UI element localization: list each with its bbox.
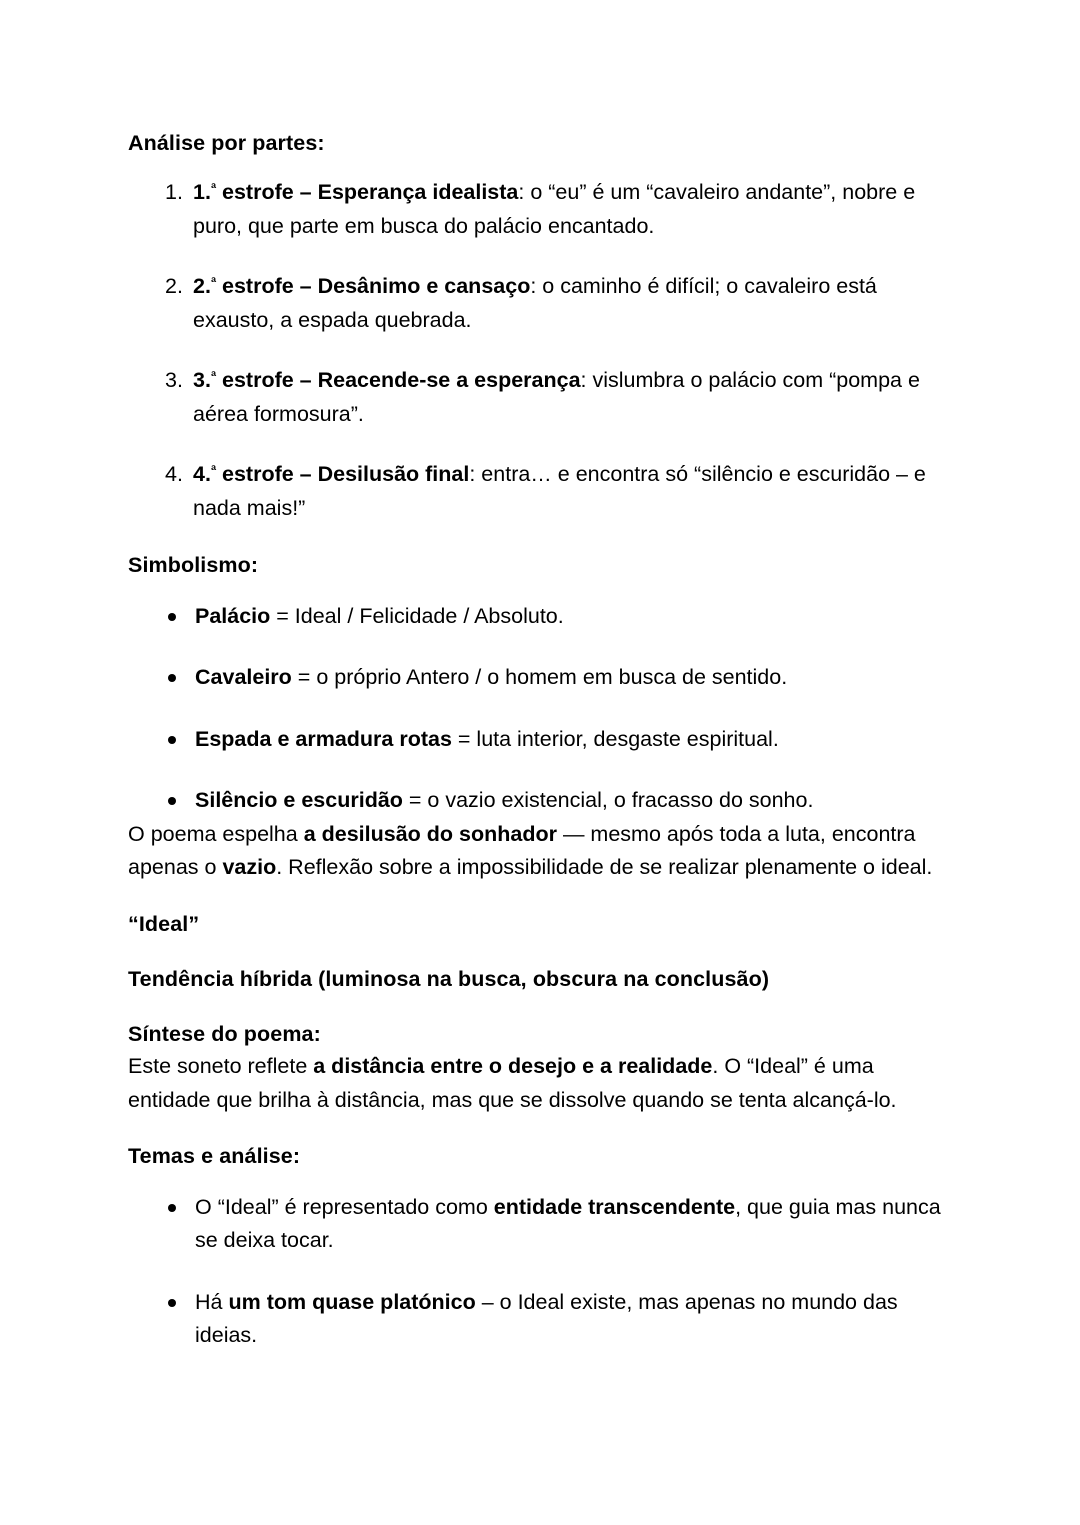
list-item	[128, 600, 952, 634]
item-text: : vislumbra o palácio com “pompa e aérea formosura”.	[193, 368, 920, 426]
ordinal-indicator-icon: ª	[210, 180, 217, 196]
list-item	[128, 176, 952, 243]
item-text-part: , que guia mas nunca se deixa tocar.	[195, 1194, 941, 1253]
paragraph-text-part: — mesmo após toda a luta, encontra apenas o	[128, 821, 916, 880]
list-item	[128, 661, 952, 695]
item-label-rest: estrofe –	[216, 368, 318, 393]
item-text: : o caminho é difícil; o cavaleiro está exausto, a espada quebrada.	[193, 274, 877, 332]
heading-tendencia: Tendência híbrida (luminosa na busca, obscura na conclusão)	[128, 966, 770, 991]
section-heading-simbolismo: Simbolismo:	[128, 553, 259, 578]
paragraph-emphasis: vazio	[222, 855, 277, 880]
item-label-number: 2.	[193, 274, 211, 299]
list-item	[128, 458, 952, 525]
symbol-term: Cavaleiro	[195, 665, 292, 690]
symbol-term: Espada e armadura rotas	[195, 726, 452, 751]
heading-sintese: Síntese do poema:	[128, 1022, 321, 1047]
paragraph-text-part: O poema espelha	[128, 821, 304, 846]
item-label-number: 4.	[193, 462, 211, 487]
item-label-rest: estrofe –	[216, 180, 318, 205]
paragraph-sintese	[128, 1050, 952, 1117]
ordinal-indicator-icon: ª	[210, 275, 217, 291]
list-item	[128, 270, 952, 337]
item-text: : entra… e encontra só “silêncio e escuridão – e nada mais!”	[193, 462, 926, 520]
document-body	[128, 128, 952, 1353]
item-label-strong: Esperança idealista	[317, 180, 519, 205]
list-item	[128, 1286, 952, 1353]
ordinal-indicator-icon: ª	[210, 463, 217, 479]
section-heading-temas: Temas e análise:	[128, 1144, 301, 1169]
item-label-rest: estrofe –	[216, 274, 318, 299]
paragraph-text-part: . Reflexão sobre a impossibilidade de se realizar plenamente o ideal.	[276, 855, 933, 880]
item-label-strong: Desânimo e cansaço	[317, 274, 531, 299]
item-text-part: O “Ideal” é representado como	[195, 1194, 494, 1219]
item-text-part: Há	[195, 1289, 229, 1314]
item-label-number: 3.	[193, 368, 211, 393]
item-emphasis: um tom quase platónico	[228, 1289, 476, 1314]
symbol-definition: = o próprio Antero / o homem em busca de sentido.	[291, 665, 788, 690]
item-emphasis: entidade transcendente	[493, 1194, 736, 1219]
paragraph-emphasis: a distância entre o desejo e a realidade	[313, 1054, 713, 1079]
paragraph-text-part: . O “Ideal” é uma entidade que brilha à distância, mas que se dissolve quando se tenta alcançá-lo.	[128, 1054, 897, 1112]
poem-title-ideal: “Ideal”	[128, 911, 200, 936]
simbolismo-list	[128, 600, 952, 818]
symbol-definition: = Ideal / Felicidade / Absoluto.	[270, 603, 564, 628]
list-item	[128, 723, 952, 757]
list-item	[128, 364, 952, 431]
paragraph-text-part: Este soneto reflete	[128, 1054, 314, 1079]
temas-list	[128, 1191, 952, 1353]
symbol-term: Silêncio e escuridão	[195, 788, 403, 813]
symbol-definition: = o vazio existencial, o fracasso do sonho.	[402, 788, 814, 813]
list-item	[128, 1191, 952, 1258]
item-label-strong: Desilusão final	[317, 462, 470, 487]
item-label-number: 1.	[193, 180, 211, 205]
section-heading-analise: Análise por partes:	[128, 131, 325, 155]
symbol-term: Palácio	[195, 603, 271, 628]
item-text-part: – o Ideal existe, mas apenas no mundo das ideias.	[195, 1289, 898, 1348]
item-text: : o “eu” é um “cavaleiro andante”, nobre e puro, que parte em busca do palácio encantado.	[193, 180, 916, 238]
analise-list	[128, 176, 952, 525]
ordinal-indicator-icon: ª	[210, 369, 217, 385]
symbol-definition: = luta interior, desgaste espiritual.	[451, 726, 779, 751]
paragraph-conclusao	[128, 818, 952, 885]
item-label-strong: Reacende-se a esperança	[317, 368, 581, 393]
paragraph-emphasis: a desilusão do sonhador	[303, 821, 557, 846]
item-label-rest: estrofe –	[216, 462, 318, 487]
list-item	[128, 784, 952, 818]
